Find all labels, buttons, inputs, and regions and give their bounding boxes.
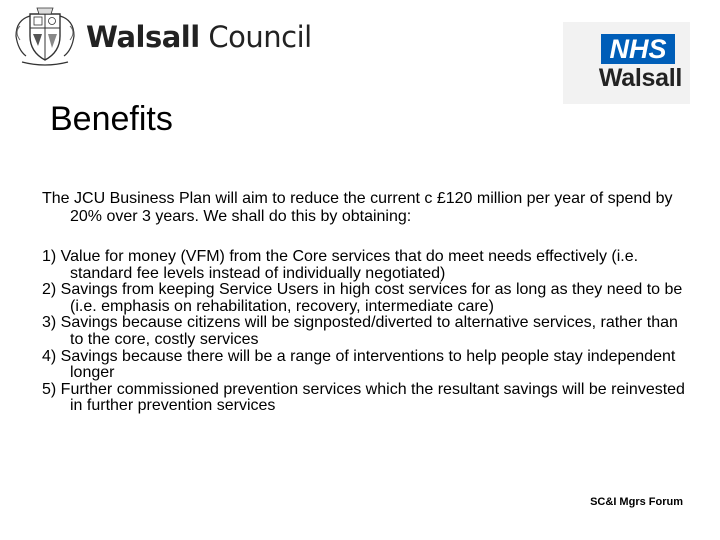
benefit-item-5: 5) Further commissioned prevention services which the resultant savings will be reinvested in further prevention services bbox=[42, 380, 685, 415]
nhs-badge: NHS bbox=[601, 34, 675, 64]
benefit-item-2: 2) Savings from keeping Service Users in high cost services for as long as they need to be (i.e. emphasis on rehabilitation, recovery, intermediate care) bbox=[42, 281, 683, 315]
benefit-item-3: 3) Savings because citizens will be signposted/diverted to alternative services, rather than to the core, costly services bbox=[42, 314, 678, 348]
intro-paragraph: The JCU Business Plan will aim to reduce the current c £120 million per year of spend by 20% over 3 years. We shall do this by obtaining: bbox=[42, 190, 673, 225]
council-name-rest: Council bbox=[199, 20, 312, 54]
council-name-bold: Walsall bbox=[86, 20, 200, 54]
benefits-list bbox=[42, 249, 692, 415]
slide-title: Benefits bbox=[50, 100, 173, 138]
benefit-item-4: 4) Savings because there will be a range of interventions to help people stay independent longer bbox=[42, 347, 676, 382]
benefit-item-1: 1) Value for money (VFM) from the Core services that do meet needs effectively (i.e. standard fee levels instead of individually negotiated) bbox=[42, 248, 639, 282]
council-logo-text bbox=[86, 20, 312, 54]
intro-paragraph-container bbox=[42, 190, 692, 226]
council-crest-logo bbox=[10, 6, 80, 68]
nhs-area-name: Walsall bbox=[598, 64, 682, 92]
footer-label: SC&I Mgrs Forum bbox=[590, 496, 683, 508]
